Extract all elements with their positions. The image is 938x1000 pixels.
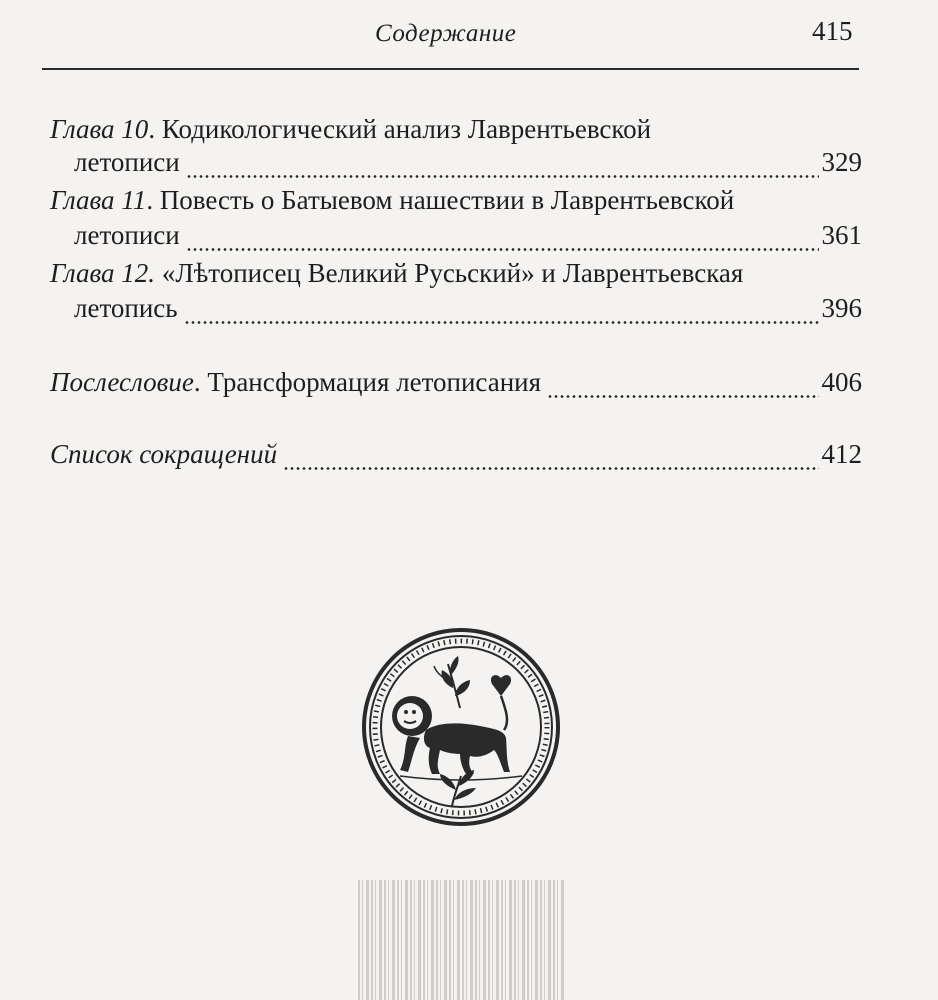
toc-entry-page: 412: [821, 439, 862, 469]
toc-entry-title-cont: летопись: [74, 293, 178, 323]
toc-entry-title-cont: летописи: [74, 147, 180, 177]
toc-entry-label: Глава 11: [50, 185, 147, 215]
leader-dots: [547, 375, 818, 399]
toc-entry-title: . Кодикологический анализ Лаврентьевской: [148, 114, 652, 144]
lion-seal-icon: [360, 626, 562, 828]
toc-entry-chapter-10-page-line: [74, 145, 862, 179]
leader-dots: [186, 155, 819, 179]
toc-entry-chapter-12-title: [50, 256, 743, 290]
toc-entry-title: . Повесть о Батыевом нашествии в Лаврентьевской: [146, 185, 735, 215]
toc-entry-title: . Трансформация летописания: [193, 367, 542, 397]
toc-entry-label: Послесловие: [50, 367, 194, 397]
toc-entry-chapter-11-title: [50, 183, 734, 217]
toc-entry-page: 396: [821, 293, 862, 323]
toc-entry-title-cont: летописи: [74, 220, 180, 250]
toc-entry-page: 406: [821, 367, 862, 397]
toc-entry-chapter-11-page-line: [74, 218, 862, 252]
barcode-bleed-through: [358, 880, 564, 1000]
toc-entry-chapter-12-page-line: [74, 291, 862, 325]
header-rule: [42, 68, 859, 70]
leader-dots: [283, 447, 818, 471]
running-header-title: Содержание: [375, 20, 517, 47]
page-number: 415: [812, 16, 853, 46]
toc-entry-page: 329: [821, 147, 862, 177]
toc-entry-afterword: [50, 365, 862, 399]
leader-dots: [184, 301, 819, 325]
toc-entry-text: [50, 365, 541, 399]
toc-entry-label: Глава 10: [50, 114, 149, 144]
toc-entry-title: «Лѣтописец Великий Русьский» и Лаврентьевская: [155, 258, 744, 288]
toc-entry-abbreviations: [50, 437, 862, 471]
toc-entry-chapter-10-title: [50, 112, 651, 146]
toc-entry-page: 361: [821, 220, 862, 250]
toc-entry-label: Список сокращений: [50, 439, 278, 469]
toc-entry-label: Глава 12.: [50, 258, 156, 288]
leader-dots: [186, 228, 819, 252]
